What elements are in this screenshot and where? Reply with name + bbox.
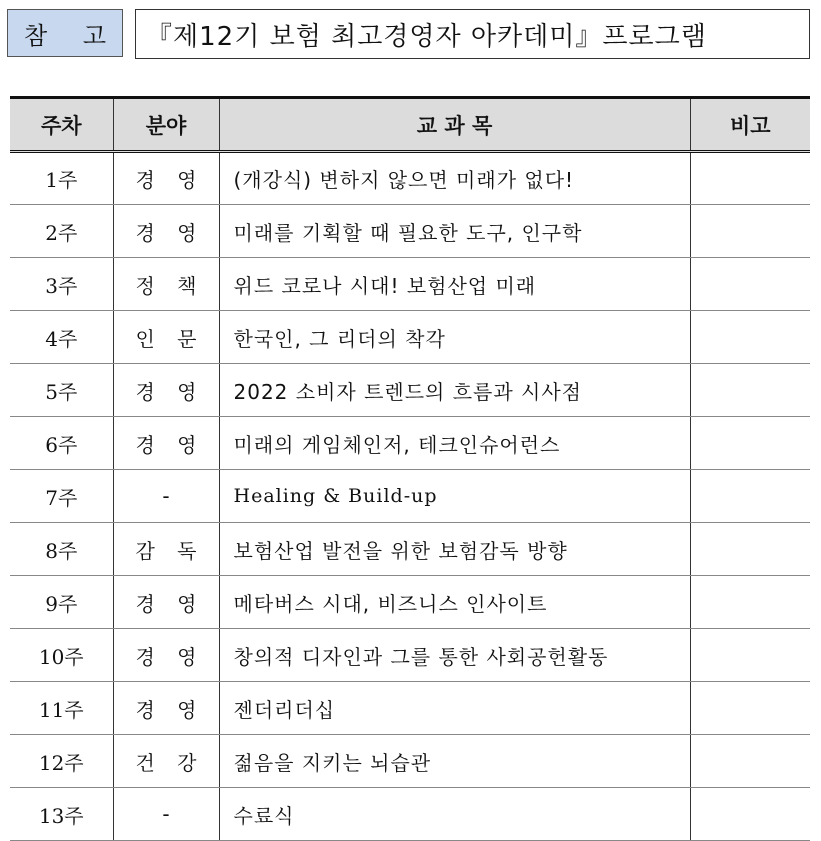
course-cell: Healing & Build-up: [219, 470, 690, 523]
table-row: [10, 682, 810, 735]
header-note: 비고: [690, 98, 810, 152]
area-cell: 감 독: [113, 523, 219, 576]
course-cell: 젠더리더십: [219, 682, 690, 735]
note-cell: [690, 258, 810, 311]
note-cell: [690, 364, 810, 417]
course-cell: 수료식: [219, 788, 690, 841]
table-row: [10, 576, 810, 629]
note-cell: [690, 152, 810, 205]
week-cell: 7주: [10, 470, 113, 523]
course-cell: 위드 코로나 시대! 보험산업 미래: [219, 258, 690, 311]
course-cell: (개강식) 변하지 않으면 미래가 없다!: [219, 152, 690, 205]
note-cell: [690, 576, 810, 629]
area-cell: 건 강: [113, 735, 219, 788]
area-cell: 정 책: [113, 258, 219, 311]
table-row: [10, 629, 810, 682]
area-cell: -: [113, 788, 219, 841]
area-cell: 경 영: [113, 152, 219, 205]
course-cell: 창의적 디자인과 그를 통한 사회공헌활동: [219, 629, 690, 682]
area-cell: 경 영: [113, 576, 219, 629]
week-cell: 8주: [10, 523, 113, 576]
week-cell: 5주: [10, 364, 113, 417]
course-cell: 젊음을 지키는 뇌습관: [219, 735, 690, 788]
header-area: 분야: [113, 98, 219, 152]
area-cell: 경 영: [113, 417, 219, 470]
area-cell: -: [113, 470, 219, 523]
header-week: 주차: [10, 98, 113, 152]
table-row: [10, 364, 810, 417]
week-cell: 6주: [10, 417, 113, 470]
week-cell: 12주: [10, 735, 113, 788]
area-cell: 경 영: [113, 364, 219, 417]
note-cell: [690, 417, 810, 470]
note-cell: [690, 311, 810, 364]
table-row: [10, 417, 810, 470]
week-cell: 2주: [10, 205, 113, 258]
course-cell: 2022 소비자 트렌드의 흐름과 시사점: [219, 364, 690, 417]
header-course: 교 과 목: [219, 98, 690, 152]
area-cell: 경 영: [113, 629, 219, 682]
area-cell: 인 문: [113, 311, 219, 364]
course-cell: 미래를 기획할 때 필요한 도구, 인구학: [219, 205, 690, 258]
table-header-row: [10, 98, 810, 152]
course-cell: 미래의 게임체인저, 테크인슈어런스: [219, 417, 690, 470]
week-cell: 13주: [10, 788, 113, 841]
note-cell: [690, 470, 810, 523]
week-cell: 1주: [10, 152, 113, 205]
week-cell: 3주: [10, 258, 113, 311]
course-cell: 보험산업 발전을 위한 보험감독 방향: [219, 523, 690, 576]
table-row: [10, 735, 810, 788]
document-title: 『제12기 보험 최고경영자 아카데미』프로그램: [135, 9, 810, 59]
course-cell: 메타버스 시대, 비즈니스 인사이트: [219, 576, 690, 629]
course-cell: 한국인, 그 리더의 착각: [219, 311, 690, 364]
note-cell: [690, 682, 810, 735]
table-row: [10, 788, 810, 841]
program-table: [10, 96, 810, 841]
reference-badge: 참 고: [7, 9, 123, 57]
table-row: [10, 311, 810, 364]
table-row: [10, 470, 810, 523]
area-cell: 경 영: [113, 682, 219, 735]
week-cell: 4주: [10, 311, 113, 364]
note-cell: [690, 523, 810, 576]
table-row: [10, 205, 810, 258]
week-cell: 10주: [10, 629, 113, 682]
table-row: [10, 258, 810, 311]
note-cell: [690, 629, 810, 682]
note-cell: [690, 788, 810, 841]
table-row: [10, 152, 810, 205]
note-cell: [690, 735, 810, 788]
note-cell: [690, 205, 810, 258]
week-cell: 9주: [10, 576, 113, 629]
area-cell: 경 영: [113, 205, 219, 258]
week-cell: 11주: [10, 682, 113, 735]
table-row: [10, 523, 810, 576]
